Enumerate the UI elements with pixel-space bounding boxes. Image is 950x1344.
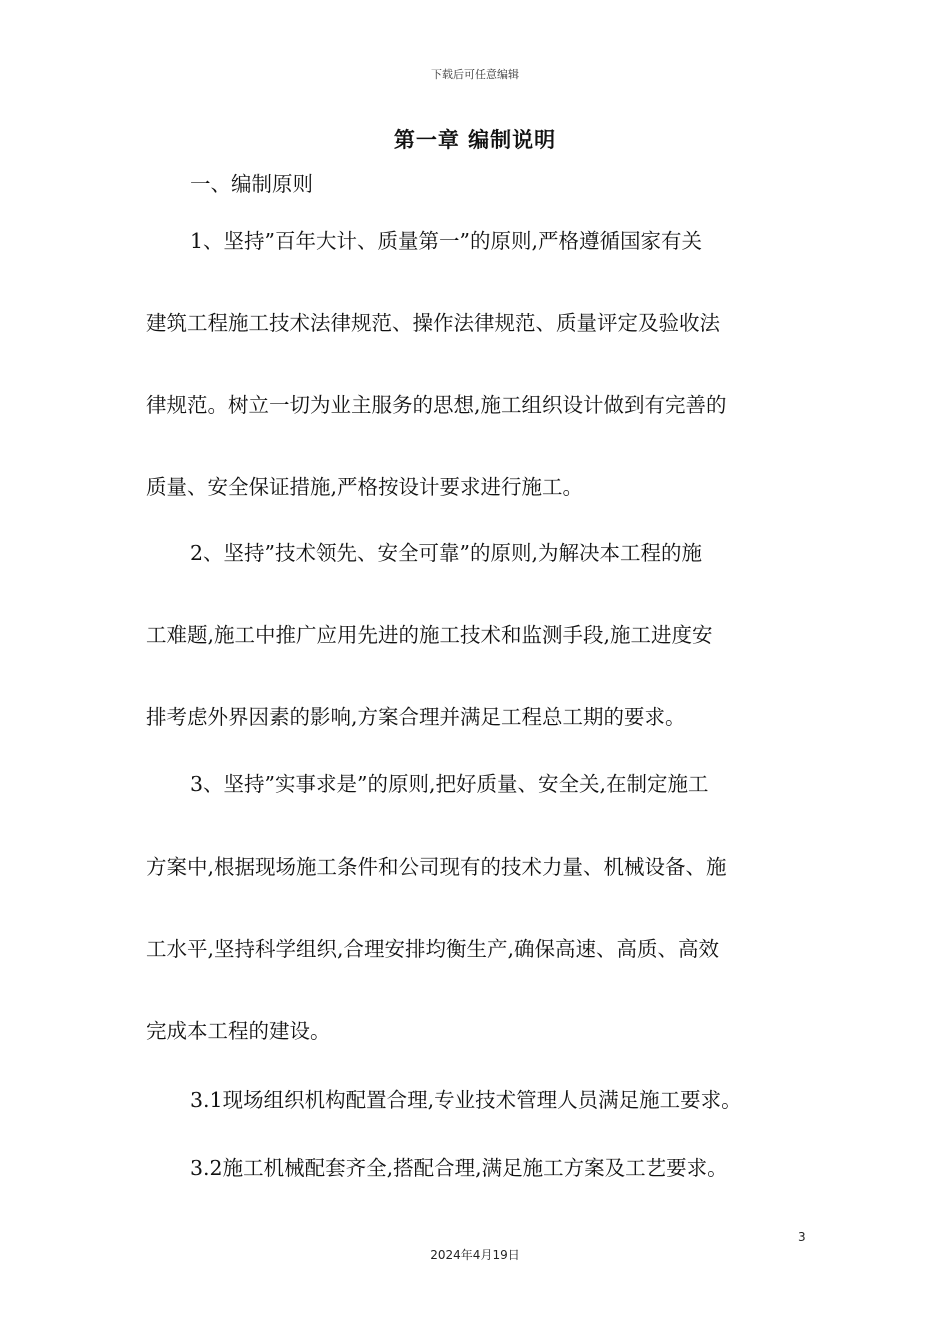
paragraph-line: 3、坚持”实事求是”的原则,把好质量、安全关,在制定施工 bbox=[190, 772, 709, 796]
paragraph-line: 2、坚持”技术领先、安全可靠”的原则,为解决本工程的施 bbox=[190, 541, 703, 565]
paragraph-3-1: 3.1现场组织机构配置合理,专业技术管理人员满足施工要求。 bbox=[190, 1088, 742, 1112]
paragraph-line: 完成本工程的建设。 bbox=[146, 1019, 331, 1043]
paragraph-line: 工水平,坚持科学组织,合理安排均衡生产,确保高速、高质、高效 bbox=[146, 937, 720, 961]
paragraph-3-2: 3.2施工机械配套齐全,搭配合理,满足施工方案及工艺要求。 bbox=[190, 1156, 728, 1180]
paragraph-line: 1、坚持”百年大计、质量第一”的原则,严格遵循国家有关 bbox=[190, 229, 703, 253]
paragraph-line: 律规范。树立一切为业主服务的思想,施工组织设计做到有完善的 bbox=[146, 393, 727, 417]
paragraph-line: 方案中,根据现场施工条件和公司现有的技术力量、机械设备、施 bbox=[146, 855, 727, 879]
section-heading: 一、编制原则 bbox=[190, 172, 313, 196]
page-header: 下载后可任意编辑 bbox=[431, 68, 519, 81]
paragraph-line: 建筑工程施工技术法律规范、操作法律规范、质量评定及验收法 bbox=[146, 311, 720, 335]
paragraph-line: 工难题,施工中推广应用先进的施工技术和监测手段,施工进度安 bbox=[146, 623, 713, 647]
page-number: 3 bbox=[798, 1230, 806, 1244]
paragraph-line: 排考虑外界因素的影响,方案合理并满足工程总工期的要求。 bbox=[146, 705, 686, 729]
paragraph-line: 质量、安全保证措施,严格按设计要求进行施工。 bbox=[146, 475, 584, 499]
footer-date: 2024年4月19日 bbox=[430, 1248, 520, 1262]
chapter-title: 第一章 编制说明 bbox=[393, 127, 557, 152]
